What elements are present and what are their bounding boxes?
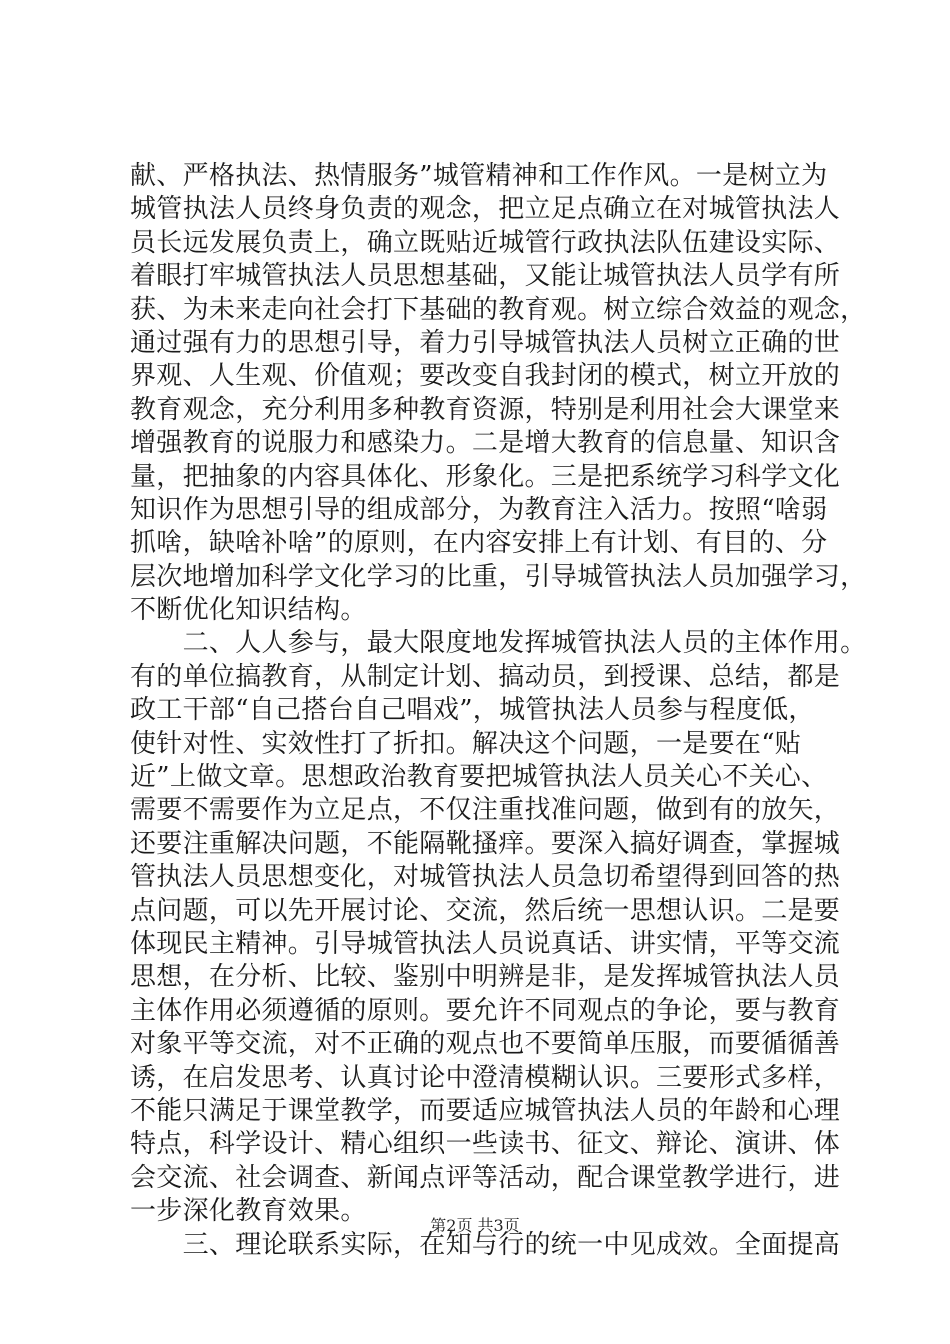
text-line: 知识作为思想引导的组成部分，为教育注入活力。按照“啥弱 <box>130 494 828 525</box>
text-line: 特点，科学设计、精心组织一些读书、征文、辩论、演讲、体 <box>130 1129 841 1160</box>
text-line: 不断优化知识结构。 <box>130 595 367 626</box>
text-line: 会交流、社会调查、新闻点评等活动，配合课堂教学进行，进 <box>130 1162 841 1193</box>
text-line: 点问题，可以先开展讨论、交流，然后统一思想认识。二是要 <box>130 895 841 926</box>
text-line: 抓啥，缺啥补啥”的原则，在内容安排上有计划、有目的、分 <box>130 528 828 559</box>
page-footer: 第2页 共3页 <box>430 1216 520 1235</box>
text-line: 员长远发展负责上，确立既贴近城管行政执法队伍建设实际、 <box>130 227 841 258</box>
text-line: 献、严格执法、热情服务”城管精神和工作作风。一是树立为 <box>130 161 828 191</box>
text-line: 需要不需要作为立足点，不仅注重找准问题，做到有的放矢， <box>130 795 841 826</box>
text-line: 近”上做文章。思想政治教育要把城管执法人员关心不关心、 <box>130 762 828 793</box>
text-line: 城管执法人员终身负责的观念，把立足点确立在对城管执法人 <box>130 194 841 225</box>
text-line: 诱，在启发思考、认真讨论中澄清模糊认识。三要形式多样， <box>130 1062 841 1093</box>
text-line: 界观、人生观、价值观；要改变自我封闭的模式，树立开放的 <box>130 361 841 392</box>
text-line: 获、为未来走向社会打下基础的教育观。树立综合效益的观念， <box>130 294 867 325</box>
text-line: 主体作用必须遵循的原则。要允许不同观点的争论，要与教育 <box>130 995 841 1026</box>
text-line: 使针对性、实效性打了折扣。解决这个问题，一是要在“贴 <box>130 728 802 759</box>
text-line: 不能只满足于课堂教学，而要适应城管执法人员的年龄和心理 <box>130 1095 841 1126</box>
text-line: 还要注重解决问题，不能隔靴搔痒。要深入搞好调查，掌握城 <box>130 828 841 859</box>
text-line: 体现民主精神。引导城管执法人员说真话、讲实情，平等交流 <box>130 928 841 959</box>
text-line: 层次地增加科学文化学习的比重，引导城管执法人员加强学习， <box>130 561 867 592</box>
text-line: 量，把抽象的内容具体化、形象化。三是把系统学习科学文化 <box>130 461 841 492</box>
text-line: 一步深化教育效果。 <box>130 1196 367 1227</box>
text-line: 着眼打牢城管执法人员思想基础，又能让城管执法人员学有所 <box>130 261 841 292</box>
text-line: 政工干部“自己搭台自己唱戏”，城管执法人员参与程度低， <box>130 695 815 726</box>
section-heading-line: 二、人人参与，最大限度地发挥城管执法人员的主体作用。 <box>130 628 867 659</box>
section-heading-line: 三、理论联系实际，在知与行的统一中见成效。全面提高 <box>130 1229 841 1260</box>
text-line: 增强教育的说服力和感染力。二是增大教育的信息量、知识含 <box>130 428 841 459</box>
text-line: 通过强有力的思想引导，着力引导城管执法人员树立正确的世 <box>130 327 841 358</box>
text-line: 思想，在分析、比较、鉴别中明辨是非，是发挥城管执法人员 <box>130 962 841 993</box>
text-line: 对象平等交流，对不正确的观点也不要简单压服，而要循循善 <box>130 1029 841 1060</box>
text-line: 管执法人员思想变化，对城管执法人员急切希望得到回答的热 <box>130 862 841 893</box>
document-body <box>130 160 867 1262</box>
text-line: 教育观念，充分利用多种教育资源，特别是利用社会大课堂来 <box>130 394 841 425</box>
text-line: 有的单位搞教育，从制定计划、搞动员，到授课、总结，都是 <box>130 661 841 692</box>
